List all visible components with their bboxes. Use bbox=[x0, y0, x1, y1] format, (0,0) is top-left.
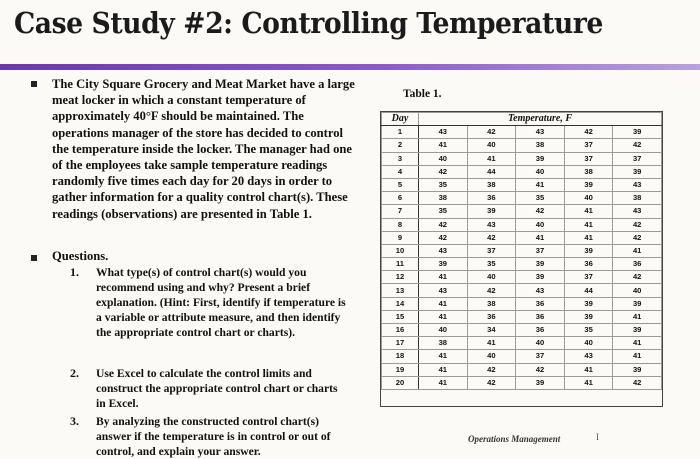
table-row bbox=[382, 218, 662, 231]
table-row bbox=[382, 271, 662, 284]
temperature-cell: 39 bbox=[516, 258, 565, 271]
temperature-cell: 37 bbox=[467, 244, 516, 257]
temperature-cell: 42 bbox=[613, 218, 662, 231]
temperature-cell: 43 bbox=[419, 284, 468, 297]
day-cell: 2 bbox=[382, 139, 419, 152]
temperature-cell: 42 bbox=[467, 231, 516, 244]
temperature-cell: 39 bbox=[613, 126, 662, 139]
table-row bbox=[382, 376, 662, 389]
day-cell: 9 bbox=[382, 231, 419, 244]
day-cell: 18 bbox=[382, 350, 419, 363]
temperature-cell: 41 bbox=[419, 297, 468, 310]
temperature-cell: 36 bbox=[467, 192, 516, 205]
bullet-marker bbox=[31, 255, 37, 261]
temperature-cell: 36 bbox=[613, 258, 662, 271]
temperature-cell: 38 bbox=[516, 139, 565, 152]
temperature-cell: 41 bbox=[419, 310, 468, 323]
table-row bbox=[382, 258, 662, 271]
temperature-cell: 40 bbox=[419, 152, 468, 165]
temperature-cell: 41 bbox=[564, 376, 613, 389]
temperature-cell: 39 bbox=[613, 297, 662, 310]
temperature-cell: 43 bbox=[516, 126, 565, 139]
table-row bbox=[382, 178, 662, 191]
temperature-cell: 38 bbox=[419, 337, 468, 350]
temperature-cell: 41 bbox=[564, 218, 613, 231]
temperature-cell: 42 bbox=[516, 205, 565, 218]
temperature-cell: 39 bbox=[516, 271, 565, 284]
temperature-header: Temperature, F bbox=[419, 113, 662, 126]
temperature-cell: 39 bbox=[516, 376, 565, 389]
temperature-cell: 37 bbox=[516, 244, 565, 257]
temperature-cell: 43 bbox=[613, 178, 662, 191]
table-row bbox=[382, 337, 662, 350]
temperature-cell: 39 bbox=[613, 363, 662, 376]
temperature-cell: 41 bbox=[564, 231, 613, 244]
temperature-cell: 42 bbox=[613, 139, 662, 152]
temperature-cell: 35 bbox=[564, 324, 613, 337]
questions-heading: Questions. bbox=[52, 249, 109, 263]
temperature-cell: 36 bbox=[516, 324, 565, 337]
temperature-cell: 38 bbox=[467, 178, 516, 191]
temperature-cell: 36 bbox=[516, 310, 565, 323]
table-row bbox=[382, 126, 662, 139]
temperature-cell: 41 bbox=[419, 139, 468, 152]
temperature-cell: 42 bbox=[467, 363, 516, 376]
temperature-cell: 42 bbox=[613, 376, 662, 389]
day-cell: 13 bbox=[382, 284, 419, 297]
temperature-cell: 39 bbox=[613, 324, 662, 337]
day-cell: 19 bbox=[382, 363, 419, 376]
day-cell: 8 bbox=[382, 218, 419, 231]
temperature-cell: 34 bbox=[467, 324, 516, 337]
table-row bbox=[382, 310, 662, 323]
question-number: 3. bbox=[70, 414, 79, 428]
temperature-cell: 37 bbox=[516, 350, 565, 363]
temperature-cell: 39 bbox=[516, 152, 565, 165]
table-row bbox=[382, 205, 662, 218]
temperature-cell: 41 bbox=[419, 376, 468, 389]
page-title: Case Study #2: Controlling Temperature bbox=[14, 6, 603, 40]
temperature-cell: 40 bbox=[419, 324, 468, 337]
table-row bbox=[382, 284, 662, 297]
temperature-cell: 42 bbox=[467, 126, 516, 139]
table-row bbox=[382, 231, 662, 244]
table-row bbox=[382, 324, 662, 337]
temperature-cell: 43 bbox=[613, 205, 662, 218]
table-row bbox=[382, 165, 662, 178]
temperature-cell: 41 bbox=[516, 178, 565, 191]
temperature-cell: 43 bbox=[419, 126, 468, 139]
day-cell: 16 bbox=[382, 324, 419, 337]
temperature-cell: 39 bbox=[564, 178, 613, 191]
day-cell: 10 bbox=[382, 244, 419, 257]
temperature-cell: 35 bbox=[419, 178, 468, 191]
temperature-cell: 39 bbox=[613, 165, 662, 178]
table-row bbox=[382, 152, 662, 165]
temperature-cell: 41 bbox=[613, 350, 662, 363]
day-cell: 5 bbox=[382, 178, 419, 191]
temperature-cell: 37 bbox=[613, 152, 662, 165]
day-cell: 14 bbox=[382, 297, 419, 310]
temperature-cell: 42 bbox=[419, 165, 468, 178]
temperature-cell: 44 bbox=[467, 165, 516, 178]
table-caption: Table 1. bbox=[403, 88, 442, 100]
temperature-cell: 41 bbox=[564, 363, 613, 376]
temperature-cell: 37 bbox=[564, 271, 613, 284]
temperature-cell: 42 bbox=[419, 218, 468, 231]
temperature-table bbox=[381, 112, 662, 390]
footer-text: Operations Management bbox=[468, 434, 561, 444]
table-row bbox=[382, 363, 662, 376]
day-cell: 7 bbox=[382, 205, 419, 218]
temperature-cell: 42 bbox=[613, 231, 662, 244]
temperature-cell: 41 bbox=[613, 244, 662, 257]
day-cell: 6 bbox=[382, 192, 419, 205]
table-header-row bbox=[382, 113, 662, 126]
temperature-cell: 39 bbox=[419, 258, 468, 271]
temperature-cell: 40 bbox=[564, 337, 613, 350]
bullet-marker bbox=[31, 81, 37, 87]
temperature-cell: 42 bbox=[613, 271, 662, 284]
temperature-cell: 40 bbox=[467, 350, 516, 363]
temperature-cell: 35 bbox=[467, 258, 516, 271]
temperature-cell: 41 bbox=[419, 363, 468, 376]
temperature-cell: 41 bbox=[467, 152, 516, 165]
temperature-cell: 40 bbox=[467, 139, 516, 152]
question-number: 2. bbox=[70, 366, 79, 380]
temperature-cell: 42 bbox=[467, 284, 516, 297]
table-row bbox=[382, 139, 662, 152]
intro-paragraph: The City Square Grocery and Meat Market have a large meat locker in which a constant temperature of approximately 40°F should be maintained. The operations manager of the store has decided to control the temperature inside the locker. The manager had one of the employees take sample temperature readings randomly five times each day for 20 days in order to gather information for a quality control chart(s). These readings (observations) are presented in Table 1. bbox=[52, 77, 355, 221]
temperature-cell: 43 bbox=[419, 244, 468, 257]
table-row bbox=[382, 350, 662, 363]
day-cell: 3 bbox=[382, 152, 419, 165]
day-cell: 15 bbox=[382, 310, 419, 323]
temperature-cell: 41 bbox=[467, 337, 516, 350]
temperature-cell: 38 bbox=[467, 297, 516, 310]
temperature-cell: 41 bbox=[613, 337, 662, 350]
temperature-cell: 43 bbox=[516, 284, 565, 297]
temperature-cell: 41 bbox=[564, 205, 613, 218]
temperature-cell: 40 bbox=[467, 271, 516, 284]
question-number: 1. bbox=[70, 265, 79, 279]
temperature-cell: 36 bbox=[467, 310, 516, 323]
question-text: What type(s) of control chart(s) would you recommend using and why? Present a brief explanation. (Hint: First, identify if temperature is a variable or attribute measure, and then identify the appropriate control chart or charts). bbox=[96, 266, 346, 339]
question-text: By analyzing the constructed control chart(s) answer if the temperature is in control or out of control, and explain your answer. bbox=[96, 415, 331, 458]
day-header: Day bbox=[382, 113, 419, 126]
temperature-cell: 42 bbox=[516, 363, 565, 376]
day-cell: 17 bbox=[382, 337, 419, 350]
temperature-cell: 35 bbox=[516, 192, 565, 205]
temperature-cell: 36 bbox=[564, 258, 613, 271]
temperature-cell: 43 bbox=[467, 218, 516, 231]
temperature-cell: 38 bbox=[564, 165, 613, 178]
temperature-cell: 44 bbox=[564, 284, 613, 297]
footer-mark: I bbox=[596, 432, 599, 442]
day-cell: 4 bbox=[382, 165, 419, 178]
table-row bbox=[382, 192, 662, 205]
temperature-cell: 41 bbox=[613, 310, 662, 323]
temperature-cell: 41 bbox=[516, 231, 565, 244]
day-cell: 11 bbox=[382, 258, 419, 271]
temperature-cell: 40 bbox=[516, 218, 565, 231]
day-cell: 20 bbox=[382, 376, 419, 389]
temperature-cell: 37 bbox=[564, 152, 613, 165]
temperature-cell: 35 bbox=[419, 205, 468, 218]
temperature-cell: 41 bbox=[419, 271, 468, 284]
temperature-cell: 40 bbox=[564, 192, 613, 205]
temperature-cell: 43 bbox=[564, 350, 613, 363]
temperature-cell: 41 bbox=[419, 350, 468, 363]
temperature-cell: 42 bbox=[564, 126, 613, 139]
table-row bbox=[382, 297, 662, 310]
temperature-cell: 40 bbox=[516, 165, 565, 178]
temperature-cell: 42 bbox=[467, 376, 516, 389]
temperature-cell: 39 bbox=[564, 297, 613, 310]
day-cell: 12 bbox=[382, 271, 419, 284]
temperature-cell: 39 bbox=[564, 310, 613, 323]
temperature-cell: 39 bbox=[467, 205, 516, 218]
temperature-cell: 40 bbox=[516, 337, 565, 350]
temperature-cell: 39 bbox=[564, 244, 613, 257]
temperature-cell: 42 bbox=[419, 231, 468, 244]
temperature-cell: 37 bbox=[564, 139, 613, 152]
temperature-cell: 40 bbox=[613, 284, 662, 297]
temperature-cell: 38 bbox=[419, 192, 468, 205]
temperature-cell: 36 bbox=[516, 297, 565, 310]
day-cell: 1 bbox=[382, 126, 419, 139]
question-text: Use Excel to calculate the control limits and construct the appropriate control chart or charts in Excel. bbox=[96, 367, 338, 410]
table-row bbox=[382, 244, 662, 257]
temperature-cell: 38 bbox=[613, 192, 662, 205]
title-divider bbox=[0, 64, 700, 70]
